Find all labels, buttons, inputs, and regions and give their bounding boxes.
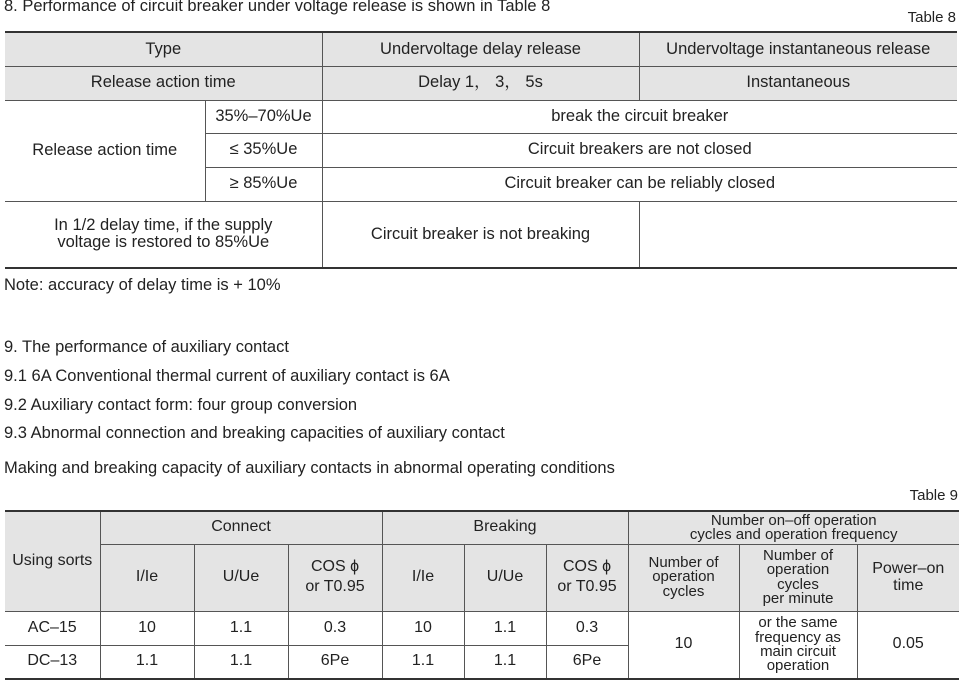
header-connect-cos xyxy=(288,544,382,611)
cell-breaking-cos: 6Pe xyxy=(546,645,628,679)
ncpm-line1: Number of xyxy=(762,547,834,564)
last-row-label-line2: voltage is restored to 85%Ue xyxy=(57,233,270,252)
noc-line3: cycles xyxy=(662,582,705,600)
cell-connect-ile: 10 xyxy=(100,611,194,645)
section-8-heading: 8. Performance of circuit breaker under voltage release is shown in Table 8 xyxy=(4,0,551,15)
cell-connect-uue: 1.1 xyxy=(194,645,288,679)
cell-breaking-ile: 10 xyxy=(382,611,464,645)
freq-line2: frequency as xyxy=(755,628,841,646)
header-connect: Connect xyxy=(100,511,382,544)
header-type: Type xyxy=(5,32,322,66)
condition-cell: ≤ 35%Ue xyxy=(205,133,322,167)
table-row-sort: AC–15 xyxy=(5,611,100,645)
cell-breaking-uue: 1.1 xyxy=(464,645,546,679)
result-cell: break the circuit breaker xyxy=(322,100,957,133)
header-connect-uue: U/Ue xyxy=(194,544,288,611)
last-row-label-line1: In 1/2 delay time, if the supply xyxy=(54,215,273,234)
cell-breaking-uue: 1.1 xyxy=(464,611,546,645)
cell-connect-cos: 6Pe xyxy=(288,645,382,679)
header-instant-release: Undervoltage instantaneous release xyxy=(639,32,957,66)
freq-line1: or the same xyxy=(758,614,838,632)
row-action-delay: Delay 1， 3， 5s xyxy=(322,66,639,100)
cell-connect-ile: 1.1 xyxy=(100,645,194,679)
noc-line1: Number of xyxy=(648,554,719,572)
header-breaking-cos xyxy=(546,544,628,611)
cell-shared-frequency xyxy=(739,611,857,679)
header-number-cycles xyxy=(628,511,959,544)
header-connect-ile: I/Ie xyxy=(100,544,194,611)
last-row-instant xyxy=(639,201,957,268)
section-9-item: 9.1 6A Conventional thermal current of auxiliary contact is 6A xyxy=(4,367,450,385)
row-action-label: Release action time xyxy=(5,66,322,100)
freq-line3: main circuit xyxy=(760,642,836,660)
header-breaking-ile: I/Ie xyxy=(382,544,464,611)
cell-shared-cycles: 10 xyxy=(628,611,739,679)
noc-line2: operation xyxy=(652,568,715,586)
header-delay-release: Undervoltage delay release xyxy=(322,32,639,66)
result-cell: Circuit breakers are not closed xyxy=(322,133,957,167)
ncpm-line3: cycles xyxy=(777,575,819,593)
power-line2: time xyxy=(893,576,924,594)
cell-breaking-ile: 1.1 xyxy=(382,645,464,679)
ncpm-line4: per minute xyxy=(762,589,834,607)
table-9-caption: Making and breaking capacity of auxiliary contacts in abnormal operating conditions xyxy=(4,459,615,477)
table-9 xyxy=(5,510,959,680)
section-9-item: 9.3 Abnormal connection and breaking capacities of auxiliary contact xyxy=(4,424,505,442)
section-9-item: 9.2 Auxiliary contact form: four group conversion xyxy=(4,396,358,414)
cos-line1: COS ϕ xyxy=(562,558,612,576)
cos-line1: COS ϕ xyxy=(310,558,360,576)
header-number-line1: Number on–off operation xyxy=(710,511,877,529)
cell-breaking-cos: 0.3 xyxy=(546,611,628,645)
section-9-heading: 9. The performance of auxiliary contact xyxy=(4,338,289,356)
cell-connect-cos: 0.3 xyxy=(288,611,382,645)
cos-line2: or T0.95 xyxy=(305,578,365,595)
table-row-sort: DC–13 xyxy=(5,645,100,679)
cell-connect-uue: 1.1 xyxy=(194,611,288,645)
group-label: Release action time xyxy=(5,100,205,201)
table-8-note: Note: accuracy of delay time is + 10% xyxy=(4,276,281,294)
condition-cell: 35%–70%Ue xyxy=(205,100,322,133)
header-cycles-per-minute xyxy=(739,544,857,611)
header-breaking: Breaking xyxy=(382,511,628,544)
cell-shared-power-time: 0.05 xyxy=(857,611,959,679)
last-row-label xyxy=(5,201,322,268)
result-cell: Circuit breaker can be reliably closed xyxy=(322,167,957,201)
condition-cell: ≥ 85%Ue xyxy=(205,167,322,201)
header-using-sorts: Using sorts xyxy=(5,511,100,611)
table-8 xyxy=(5,31,957,269)
header-breaking-uue: U/Ue xyxy=(464,544,546,611)
header-number-line2: cycles and operation frequency xyxy=(689,525,898,543)
ncpm-line2: operation xyxy=(766,561,830,579)
row-action-instant: Instantaneous xyxy=(639,66,957,100)
power-line1: Power–on xyxy=(872,559,945,577)
table-8-label: Table 8 xyxy=(907,9,956,26)
freq-line4: operation xyxy=(766,657,830,674)
table-9-label: Table 9 xyxy=(909,487,958,504)
header-power-on-time xyxy=(857,544,959,611)
header-number-of-cycles xyxy=(628,544,739,611)
last-row-delay: Circuit breaker is not breaking xyxy=(322,201,639,268)
cos-line2: or T0.95 xyxy=(557,578,617,595)
